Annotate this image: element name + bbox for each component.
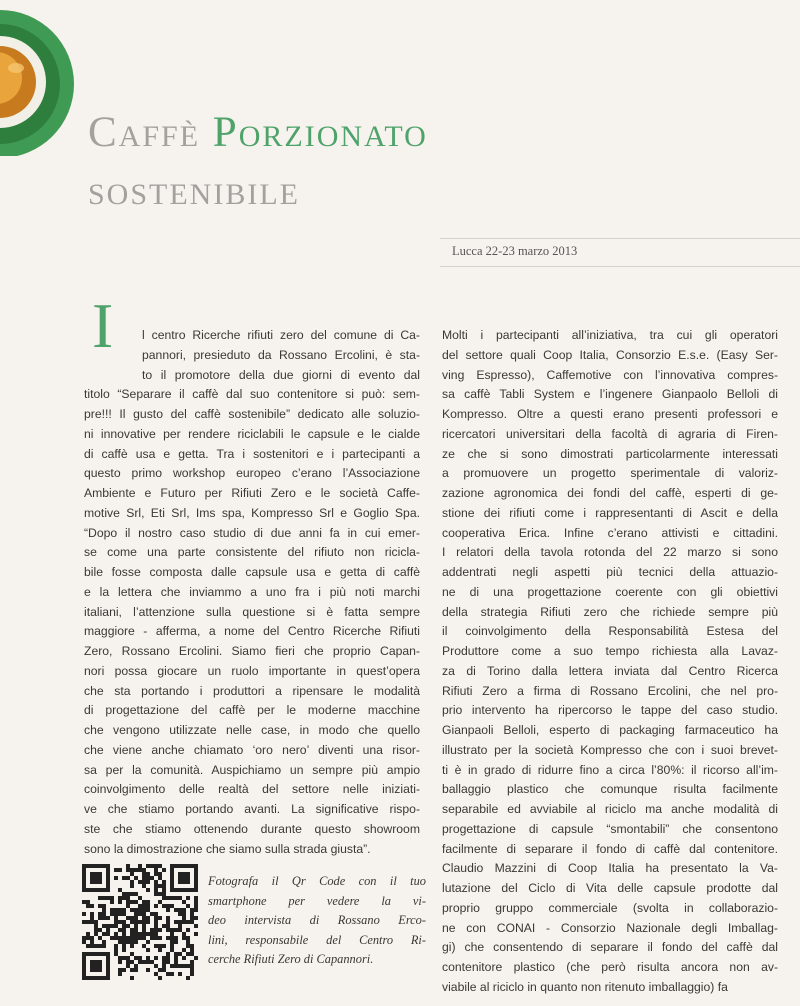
title-word-sostenibile: sostenibile	[88, 167, 300, 214]
paragraph-line: sa per la comunità. Auspichiamo un sempre più ampio	[84, 762, 420, 777]
paragraph-line: di progettazione del caffè per le moderne macchine	[84, 703, 420, 718]
paragraph-line: Claudio Mazzini di Coop Italia ha presentato la Va-	[442, 861, 778, 876]
paragraph-line: facilmente di separare il fondo di caffè dal contenitore.	[442, 841, 778, 856]
paragraph-line: nori possa giocare un ruolo importante in quest’opera	[84, 663, 420, 678]
paragraph-line: stione dei rifiuti come i rappresentanti di Ascit e della	[442, 505, 778, 520]
dateline-bottom-rule	[440, 266, 800, 267]
caption-line: deo intervista di Rossano Erco-	[208, 913, 426, 928]
right-column-text	[442, 326, 778, 998]
paragraph-line: Ambiente e Futuro per Rifiuti Zero e le società Caffe-	[84, 486, 420, 500]
paragraph-line: Produttore come a suo tempo richiesta alla Lavaz-	[442, 644, 778, 658]
paragraph-line: ne di una progettazione coerente con gli obiettivi	[442, 584, 778, 599]
paragraph-line: l centro Ricerche rifiuti zero del comune di Ca-	[142, 328, 420, 342]
drop-cap: I	[92, 290, 114, 361]
paragraph-line: ne con CONAI - Consorzio Nazionale degli Imballag-	[442, 920, 778, 935]
paragraph-line: za di Torino dalla lettera inviata dal Centro Ricerca	[442, 663, 778, 678]
paragraph-line: se come una parte consistente del rifiuto non ricicla-	[84, 545, 420, 560]
paragraph-line: che vengono utilizzate nelle case, in modo che quello	[84, 723, 420, 737]
paragraph-line: Zero, Rossano Ercolini. Siamo fieri che proprio Capan-	[84, 644, 420, 658]
title-word-porzionato: Porzionato	[212, 109, 428, 156]
paragraph-line: e la lettera che inviammo a uno fra i più noti marchi	[84, 584, 420, 599]
caption-line: cerche Rifiuti Zero di Capannori.	[208, 952, 374, 967]
paragraph-line: ve che stiamo portando avanti. La significative rispo-	[84, 802, 420, 816]
paragraph-line: maggiore - afferma, a nome del Centro Ricerche Rifiuti	[84, 624, 420, 639]
paragraph-line: coinvolgimento delle realtà del settore nelle iniziati-	[84, 782, 420, 797]
paragraph-line: illustrato per la società Kompresso che con i suoi brevet-	[442, 742, 778, 757]
paragraph-line: del settore quali Coop Italia, Consorzio E.s.e. (Easy Ser-	[442, 347, 778, 362]
paragraph-line: il coinvolgimento della Responsabilità Estesa del	[442, 624, 778, 639]
caption-line: lini, responsabile del Centro Ri-	[208, 932, 426, 947]
paragraph-line: prio intervento ha ripercorso le tappe del caso studio.	[442, 703, 778, 718]
qr-caption	[208, 872, 426, 970]
paragraph-line: proprio gruppo commerciale (svolta in collaborazio-	[442, 900, 778, 915]
qr-code[interactable]	[82, 864, 198, 980]
paragraph-line: Molti i partecipanti all’iniziativa, tra cui gli operatori	[442, 328, 778, 342]
paragraph-line: contenitore plastico (che però risulta ancora non av-	[442, 960, 778, 974]
article-title	[88, 104, 428, 220]
paragraph-line: pannori, presieduto da Rossano Ercolini, è sta-	[142, 347, 420, 362]
left-column-text	[84, 326, 420, 859]
paragraph-line: cooperativa Erica. Infine c’erano attivisti e cittadini.	[442, 525, 778, 540]
paragraph-line: ving Espresso), Caffemotive con l’innovativa compres-	[442, 367, 778, 382]
paragraph-line: Rifiuti Zero a firma di Rossano Ercolini, che nel pro-	[442, 683, 778, 698]
caption-line: smartphone per vedere la vi-	[208, 893, 426, 908]
paragraph-line: gi) che consentendo di separare il fondo del caffè dal	[442, 940, 778, 955]
paragraph-line: di caffè usa e getta. Tra i sostenitori e i partecipanti a	[84, 446, 420, 461]
title-word-caffe: Caffè	[88, 109, 201, 156]
paragraph-line: ni innovative per rendere riciclabili le capsule e le cialde	[84, 426, 420, 441]
paragraph-line: della strategia Rifiuti zero che richiede sempre più	[442, 604, 778, 619]
paragraph-line: Gianpaoli Belloli, esperto di packaging farmaceutico ha	[442, 723, 778, 737]
paragraph-line: progettazione di capsule “smontabili” che consentono	[442, 821, 778, 836]
paragraph-line: ze che si sono dimostrati particolarmente interessati	[442, 446, 778, 461]
paragraph-line: sa caffè Tabli System e l’ingenere Gianpaolo Belloli di	[442, 387, 778, 402]
paragraph-line: che viene anche chiamato ‘oro nero’ diventi una risor-	[84, 742, 420, 757]
paragraph-line: titolo “Separare il caffè dal suo contenitore si può: sem-	[84, 387, 420, 402]
paragraph-line: ballaggio plastico che comunque risulta facilmente	[442, 782, 778, 797]
paragraph-line: motive Srl, Eti Srl, Ims spa, Kompresso Srl e Goglio Spa.	[84, 505, 420, 520]
paragraph-line: questo primo workshop europeo c’erano l’Associazione	[84, 466, 420, 481]
coffee-cup-image	[0, 10, 74, 156]
paragraph-line: ti è in grado di ridurre fino a circa l’80%: il ricorso all’im-	[442, 762, 778, 777]
paragraph-line: “Dopo il nostro caso studio di due anni fa in cui emer-	[84, 525, 420, 540]
paragraph-line: separabile ed avviabile al riciclo ma anche modalità di	[442, 802, 778, 816]
dateline: Lucca 22-23 marzo 2013	[452, 244, 578, 258]
paragraph-line: sono la dimostrazione che siamo sulla strada giusta”.	[84, 841, 371, 856]
dateline-top-rule	[440, 238, 800, 239]
paragraph-line: italiani, l’attenzione sulla questione si è fatta sempre	[84, 604, 420, 619]
paragraph-line: Kompresso. Oltre a questi erano presenti professori e	[442, 407, 778, 421]
paragraph-line: pre!!! Il gusto del caffè sostenibile” dedicato alle soluzio-	[84, 407, 420, 421]
paragraph-line: ste che stiamo ottenendo durante questo showroom	[84, 821, 420, 836]
paragraph-line: ricercatori universitari della facoltà di agraria di Firen-	[442, 426, 778, 441]
caption-line: Fotografa il Qr Code con il tuo	[208, 874, 426, 888]
paragraph-line: a promuovere un progetto sperimentale di valoriz-	[442, 466, 778, 481]
paragraph-line: lutazione del Ciclo di Vita delle capsule prodotte dal	[442, 881, 778, 895]
paragraph-line: che sta portando i produttori a ripensare le modalità	[84, 683, 420, 698]
paragraph-line: to il promotore della due giorni di evento dal	[142, 367, 420, 382]
paragraph-line: I relatori della tavola rotonda del 22 marzo si sono	[442, 545, 778, 560]
paragraph-line: addentrati negli aspetti più tecnici della attuazio-	[442, 565, 778, 579]
paragraph-line: zazione agronomica dei fondi del caffè, esperti di ge-	[442, 486, 778, 500]
paragraph-line: bile fosse composta dalle capsule usa e getta di caffè	[84, 565, 420, 579]
paragraph-line: viabile al riciclo in quanto non ritenuto imballaggio) fa	[442, 979, 728, 994]
